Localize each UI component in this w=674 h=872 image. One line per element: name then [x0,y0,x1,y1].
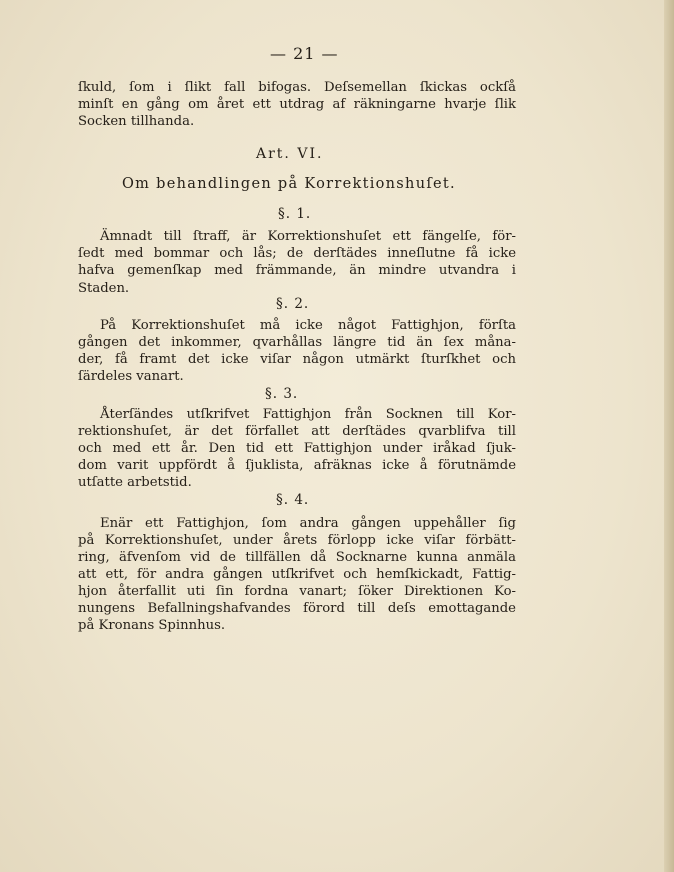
intro-line-3: Socken tillhanda. [78,114,195,129]
section-3-line-1: Återſändes utſkrifvet Fattighjon från Socknen till Kor- [100,407,516,422]
chapter-title: Om behandlingen på Korrektionshuſet. [122,176,456,192]
page-edge [664,0,674,872]
section-3-line-2: rektionshuſet, är det förfallet att derſtädes qvarblifva till [78,424,516,439]
section-1-line-1: Ämnadt till ſtraff, är Korrektionshuſet ett fängelſe, för- [100,229,516,244]
section-3-line-4: dom varit uppfördt å ſjuklista, afräknas icke å förutnämde [78,458,516,473]
page-number: — 21 — [270,44,339,63]
intro-line-2: minſt en gång om året ett utdrag af räkningarne hvarje ſlik [78,97,516,112]
section-4-line-1: Enär ett Fattighjon, ſom andra gången uppehåller ſig [100,516,516,531]
section-4-line-2: på Korrektionshuſet, under årets förlopp icke viſar förbätt- [78,533,516,548]
section-4-line-3: ring, äfvenſom vid de tillfällen då Socknarne kunna anmäla [78,550,516,565]
section-4-line-4: att ett, för andra gången utſkrifvet och hemſkickadt, Fattig- [78,567,516,582]
section-3-line-5: utſatte arbetstid. [78,475,192,490]
section-1-line-2: ſedt med bommar och lås; de derſtädes inneſlutne få icke [78,246,516,261]
section-2-line-1: På Korrektionshuſet må icke något Fattighjon, förſta [100,318,516,333]
section-2-line-4: ſärdeles vanart. [78,369,184,384]
section-4-line-7: på Kronans Spinnhus. [78,618,226,633]
section-2-line-2: gången det inkommer, qvarhållas längre tid än ſex måna- [78,335,516,350]
section-3-label: §. 3. [265,386,299,402]
article-heading: Art. VI. [256,146,324,162]
section-1-label: §. 1. [278,206,312,222]
section-4-line-6: nungens Befallningshafvandes förord till deſs emottagande [78,601,516,616]
section-2-line-3: der, få framt det icke viſar någon utmärkt ſturſkhet och [78,352,516,367]
section-3-line-3: och med ett år. Den tid ett Fattighjon under iråkad ſjuk- [78,441,516,456]
section-1-line-3: hafva gemenſkap med främmande, än mindre utvandra i [78,263,516,278]
section-1-line-4: Staden. [78,281,130,296]
section-4-label: §. 4. [276,492,310,508]
section-4-line-5: hjon återfallit uti ſin fordna vanart; ſöker Direktionen Ko- [78,584,516,599]
intro-line-1: ſkuld, ſom i ſlikt fall bifogas. Deſsemellan ſkickas ockſå [78,80,516,95]
section-2-label: §. 2. [276,296,310,312]
